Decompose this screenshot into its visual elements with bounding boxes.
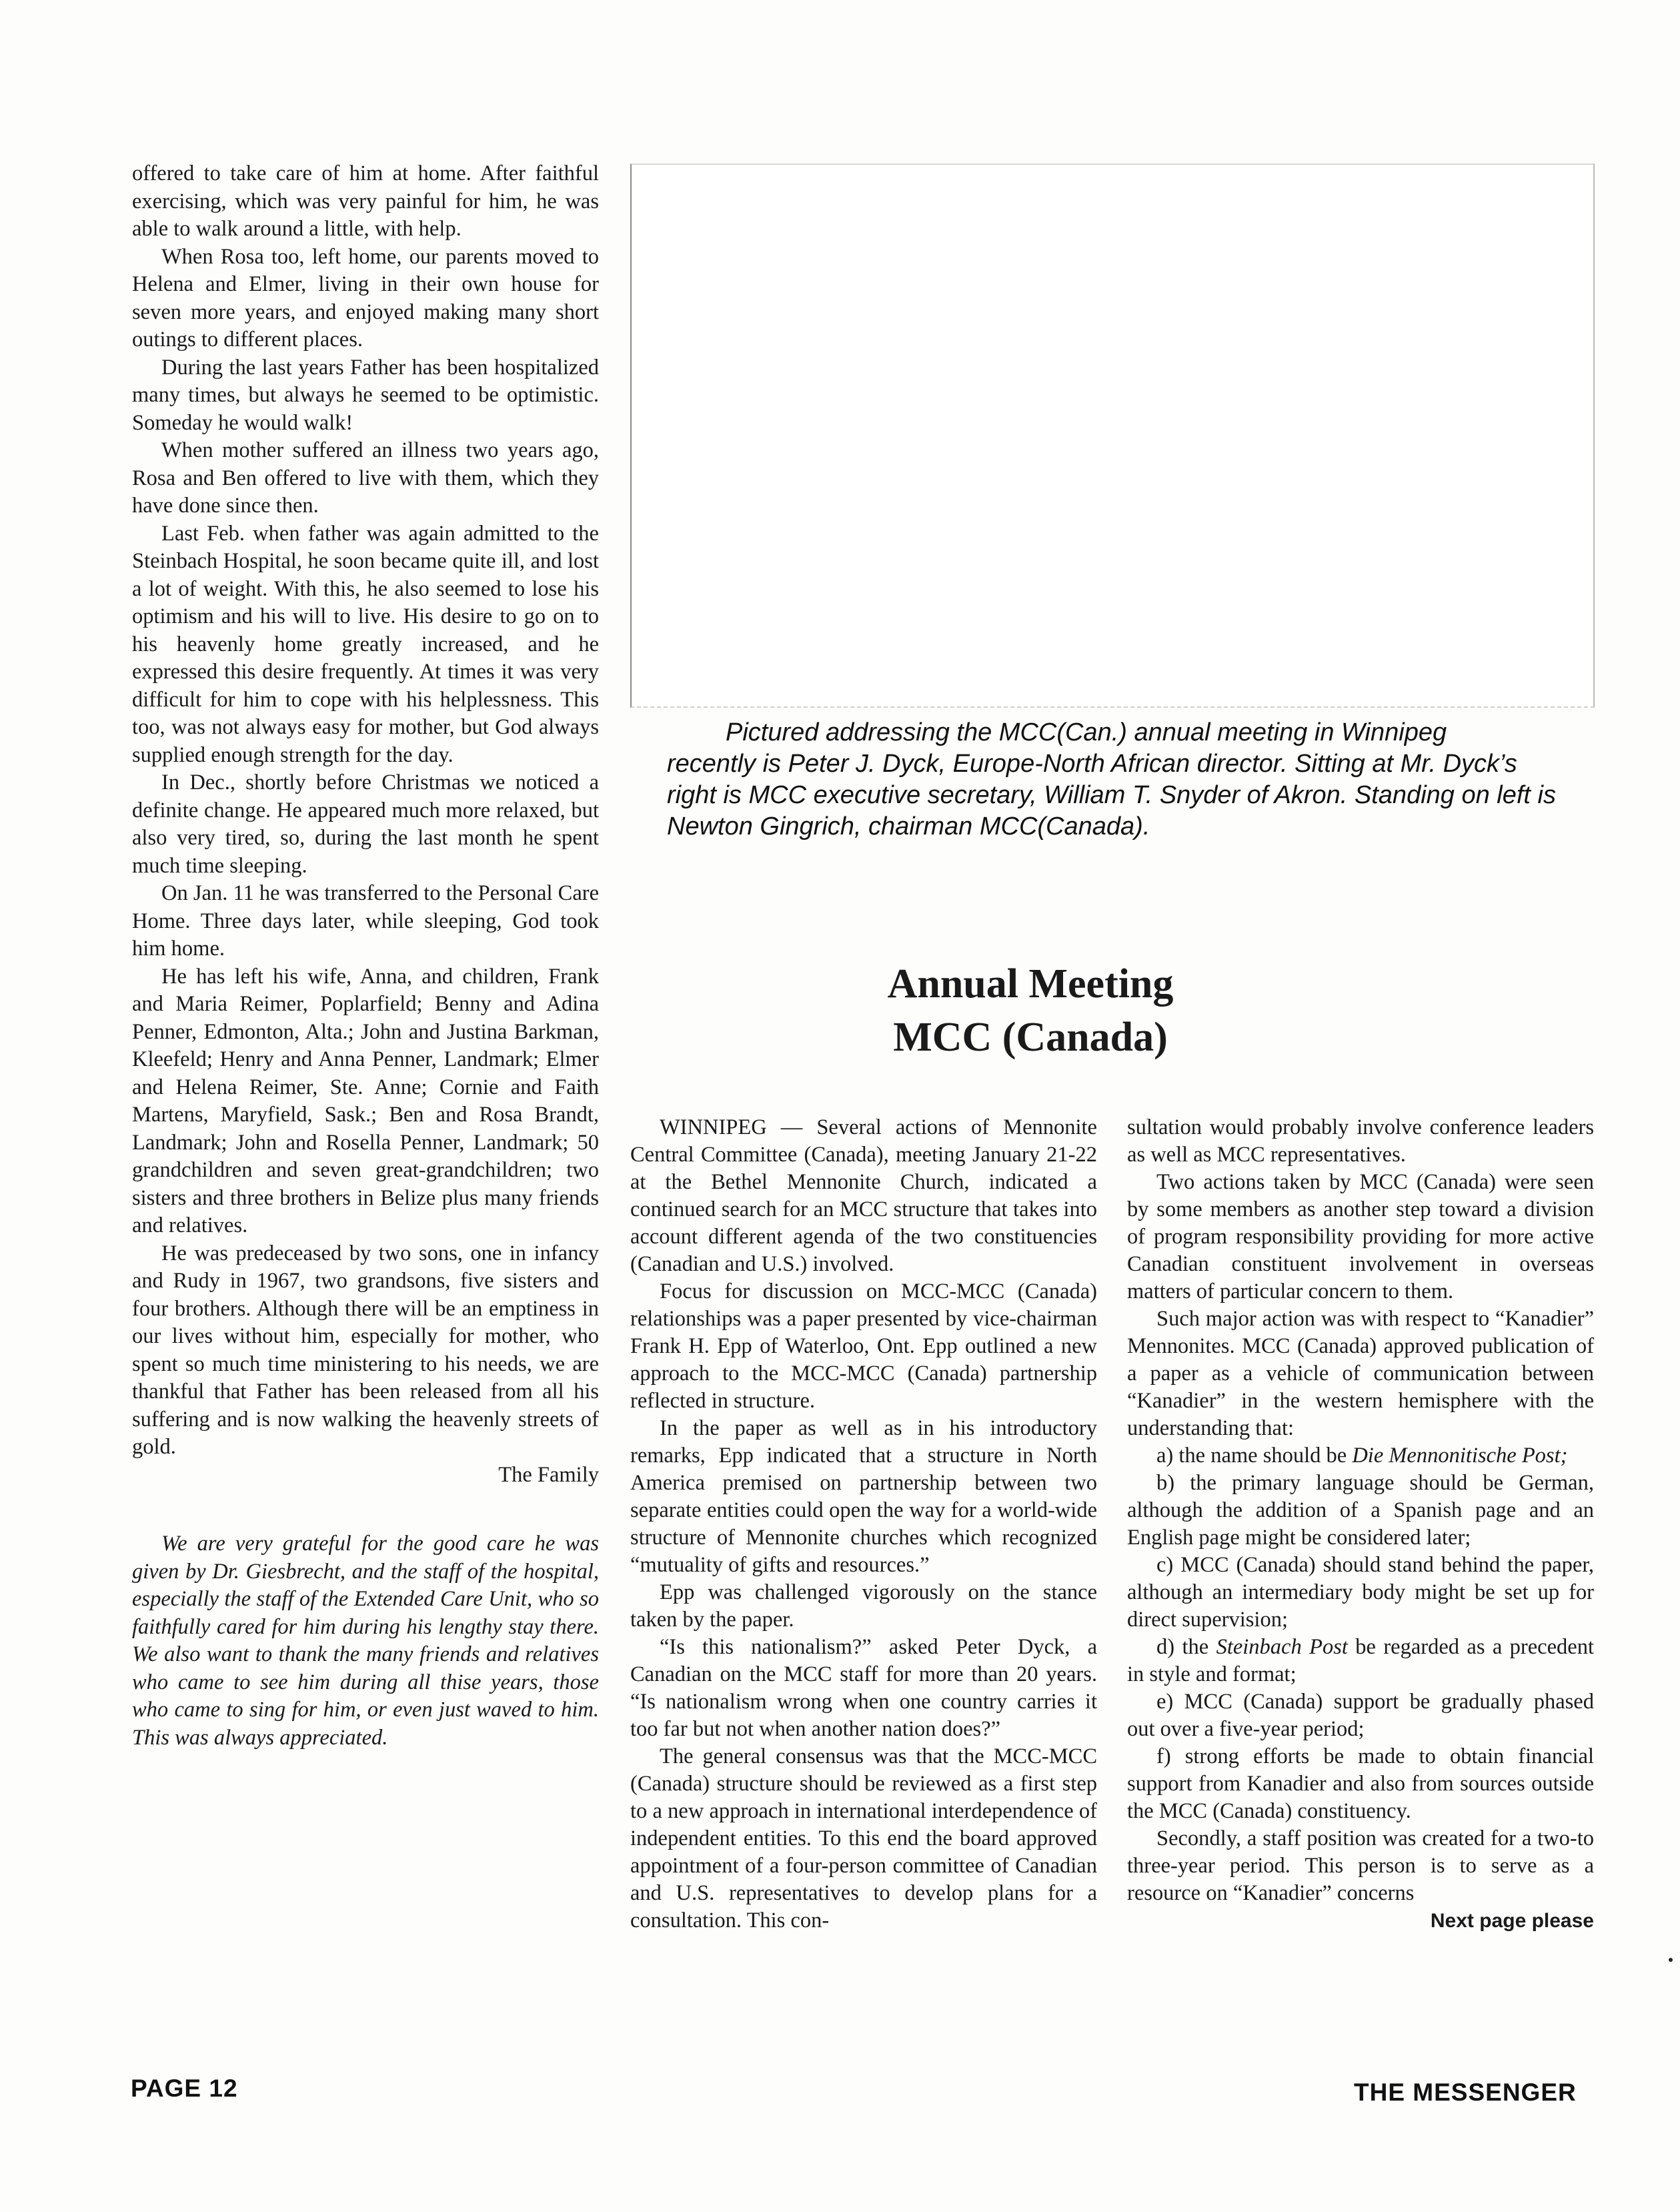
article-paragraph: sultation would probably involve conference leaders as well as MCC representatives. xyxy=(1127,1115,1594,1167)
margin-dot xyxy=(1669,1958,1673,1962)
article-paragraph: Such major action was with respect to “Kanadier” Mennonites. MCC (Canada) approved publication of a paper as a vehicle of communication between “Kanadier” in the western hemisphere with the understanding that: xyxy=(1127,1307,1594,1440)
list-item-c: c) MCC (Canada) should stand behind the paper, although an intermediary body might be set up for direct supervision; xyxy=(1127,1553,1594,1632)
list-item-a-text: a) the name should be xyxy=(1156,1444,1353,1468)
meeting-photo xyxy=(630,163,1595,708)
next-page-notice: Next page please xyxy=(1430,1910,1594,1932)
photo-caption xyxy=(667,717,1567,843)
list-item-b: b) the primary language should be German, although the addition of a Spanish page and an English page might be considered later; xyxy=(1127,1471,1594,1550)
article-paragraph: Focus for discussion on MCC-MCC (Canada) relationships was a paper presented by vice-chairman Frank H. Epp of Waterloo, Ont. Epp outlined a new approach to the MCC-MCC (Canada) partnership reflected in structure. xyxy=(630,1279,1097,1413)
list-item-d-text: be regarded as a precedent in style and format; xyxy=(1127,1635,1594,1686)
article-paragraph: Epp was challenged vigorously on the stance taken by the paper. xyxy=(630,1580,1097,1632)
photo-caption-line1: Pictured addressing the MCC(Can.) annual meeting in Winnipeg xyxy=(726,718,1447,746)
list-item-d xyxy=(1127,1634,1594,1688)
obituary-paragraph: Last Feb. when father was again admitted to the Steinbach Hospital, he soon became quite ill, and lost a lot of weight. With this, he also seemed to lose his optimism and his will to live. His desire to go on to his heavenly home greatly increased, and he expressed this desire frequently. At times it was very difficult for him to cope with his helplessness. This too, was not always easy for mother, but God always supplied enough strength for the day. xyxy=(132,521,599,767)
article-column-left xyxy=(630,1114,1097,1934)
article-column-right xyxy=(1127,1114,1594,1934)
obituary-paragraph: When Rosa too, left home, our parents moved to Helena and Elmer, living in their own house for seven more years, and enjoyed making many short outings to different places. xyxy=(132,244,599,352)
list-item-e: e) MCC (Canada) support be gradually phased out over a five-year period; xyxy=(1127,1690,1594,1741)
obituary-column xyxy=(132,160,599,1752)
obituary-paragraph: During the last years Father has been hospitalized many times, but always he seemed to be optimistic. Someday he would walk! xyxy=(132,355,599,435)
list-item-d-text: d) the xyxy=(1156,1635,1216,1659)
page-number: PAGE 12 xyxy=(131,2075,238,2102)
obituary-paragraph: When mother suffered an illness two years ago, Rosa and Ben offered to live with them, which they have done since then. xyxy=(132,438,599,518)
list-item-f: f) strong efforts be made to obtain financial support from Kanadier and also from sources outside the MCC (Canada) constituency. xyxy=(1127,1744,1594,1823)
article-paragraph: In the paper as well as in his introductory remarks, Epp indicated that a structure in North America premised on partnership between two separate entities could open the way for a world-wide structure of Mennonite churches which recognized “mutuality of gifts and resources.” xyxy=(630,1416,1097,1577)
article-paragraph: “Is this nationalism?” asked Peter Dyck, a Canadian on the MCC staff for more than 20 years. “Is nationalism wrong when one country carries it too far but not when another nation does?” xyxy=(630,1635,1097,1741)
photo-caption-rest: recently is Peter J. Dyck, Europe-North African director. Sitting at Mr. Dyck’s right is MCC executive secretary, William T. Snyder of Akron. Standing on left is Newton Gingrich, chairman MCC(Canada). xyxy=(667,750,1556,841)
obituary-paragraph: He has left his wife, Anna, and children, Frank and Maria Reimer, Poplarfield; Benny and Adina Penner, Edmonton, Alta.; John and Justina Barkman, Kleefeld; Henry and Anna Penner, Landmark; Elmer and Helena Reimer, Ste. Anne; Cornie and Faith Martens, Maryfield, Sask.; Ben and Rosa Brandt, Landmark; John and Rosella Penner, Landmark; 50 grandchildren and seven great-grandchildren; two sisters and three brothers in Belize plus many friends and relatives. xyxy=(132,964,599,1237)
article-headline xyxy=(790,957,1271,1064)
obituary-paragraph: offered to take care of him at home. After faithful exercising, which was very painful for him, he was able to walk around a little, with help. xyxy=(132,161,599,241)
list-item-a xyxy=(1127,1442,1594,1470)
obituary-signature: The Family xyxy=(498,1462,599,1487)
obituary-paragraph: On Jan. 11 he was transferred to the Personal Care Home. Three days later, while sleeping, God took him home. xyxy=(132,881,599,961)
article-paragraph: Two actions taken by MCC (Canada) were seen by some members as another step toward a division of program responsibility providing for more active Canadian constituent involvement in overseas matters of particular concern to them. xyxy=(1127,1170,1594,1303)
headline-line2: MCC (Canada) xyxy=(893,1015,1168,1060)
article-paragraph: The general consensus was that the MCC-MCC (Canada) structure should be reviewed as a first step to a new approach in international interdependence of independent entities. To this end the board approved appointment of a four-person committee of Canadian and U.S. representatives to develop plans for a consultation. This con- xyxy=(630,1744,1097,1932)
headline-line1: Annual Meeting xyxy=(887,961,1174,1007)
obituary-paragraph: In Dec., shortly before Christmas we noticed a definite change. He appeared much more relaxed, but also very tired, so, during the last month he spent much time sleeping. xyxy=(132,770,599,878)
article-paragraph: Secondly, a staff position was created for a two-to three-year period. This person is to serve as a resource on “Kanadier” concerns xyxy=(1127,1826,1594,1905)
publication-title: Die Mennonitische Post; xyxy=(1352,1444,1568,1468)
obituary-paragraph: He was predeceased by two sons, one in infancy and Rudy in 1967, two grandsons, five sisters and four brothers. Although there will be an emptiness in our lives without him, especially for mother, who spent so much time ministering to his needs, we are thankful that Father has been released from all his suffering and is now walking the heavenly streets of gold. xyxy=(132,1241,599,1459)
publication-name: THE MESSENGER xyxy=(1354,2079,1577,2106)
thank-you-note: We are very grateful for the good care he was given by Dr. Giesbrecht, and the staff of the hospital, especially the staff of the Extended Care Unit, who so faithfully cared for him during his lengthy stay there. We also want to thank the many friends and relatives who came to see him during all thise years, those who came to sing for him, or even just waved to him. This was always appreciated. xyxy=(132,1532,599,1750)
article-paragraph: WINNIPEG — Several actions of Mennonite Central Committee (Canada), meeting January 21-22 at the Bethel Mennonite Church, indicated a continued search for an MCC structure that takes into account different agenda of the two constituencies (Canadian and U.S.) involved. xyxy=(630,1115,1097,1276)
publication-title: Steinbach Post xyxy=(1216,1635,1348,1659)
